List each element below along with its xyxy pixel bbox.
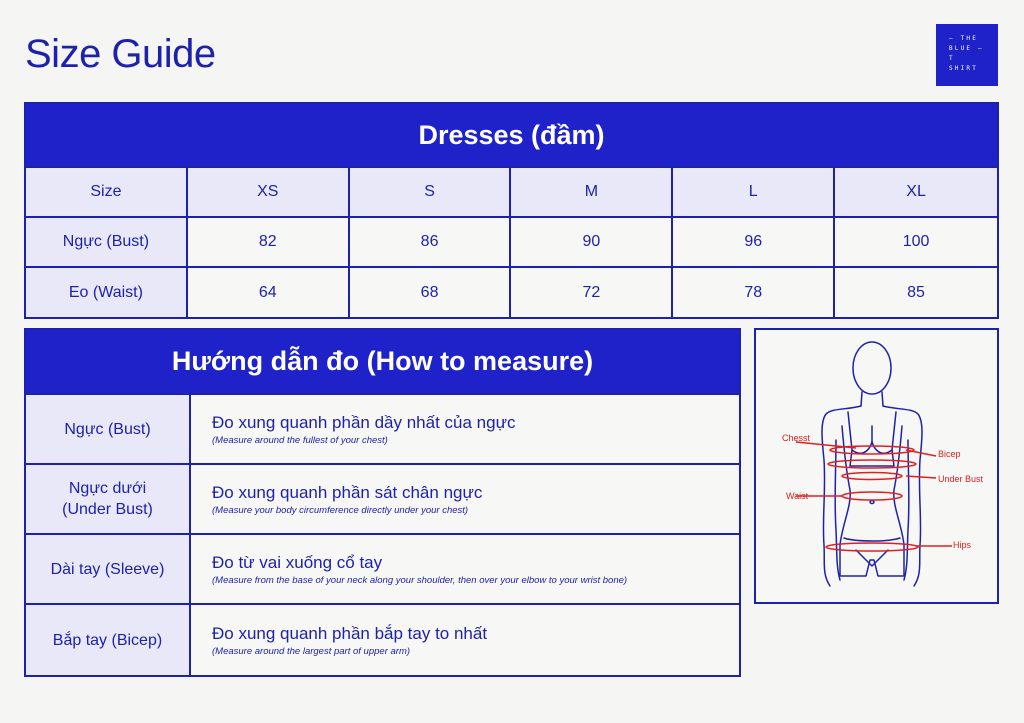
header-cell: XL <box>835 168 997 216</box>
table-cell: 86 <box>350 218 512 266</box>
brand-logo <box>936 24 998 86</box>
table-cell: 78 <box>673 268 835 317</box>
table-cell: 100 <box>835 218 997 266</box>
measure-label: Ngực dưới (Under Bust) <box>26 465 191 533</box>
measure-row <box>26 535 739 605</box>
header-cell: XS <box>188 168 350 216</box>
hips-label: Hips <box>953 540 972 550</box>
logo-line: T <box>949 55 955 62</box>
size-table-heading: Dresses (đầm) <box>26 104 997 168</box>
measure-instruction: Đo từ vai xuống cổ tay <box>212 552 383 572</box>
table-cell: 90 <box>511 218 673 266</box>
under-bust-label: Under Bust <box>938 474 984 484</box>
measure-instruction: Đo xung quanh phần dầy nhất của ngực <box>212 412 516 432</box>
header-cell: S <box>350 168 512 216</box>
bicep-label: Bicep <box>938 449 961 459</box>
table-cell: 68 <box>350 268 512 317</box>
measure-instruction-en: (Measure from the base of your neck along your shoulder, then over your elbow to your wrist bone) <box>212 574 628 586</box>
table-row <box>26 218 997 268</box>
page-title: Size Guide <box>25 32 216 76</box>
measure-label: Bắp tay (Bicep) <box>26 605 191 675</box>
measure-label: Dài tay (Sleeve) <box>26 535 191 603</box>
measure-instruction-en: (Measure around the largest part of upper arm) <box>212 645 411 657</box>
table-cell: 72 <box>511 268 673 317</box>
row-label: Eo (Waist) <box>26 268 188 317</box>
header-cell: M <box>511 168 673 216</box>
measure-instruction-en: (Measure around the fullest of your chest) <box>212 434 388 446</box>
measure-row <box>26 465 739 535</box>
size-table-header-row <box>26 168 997 218</box>
measure-row <box>26 395 739 465</box>
table-cell: 85 <box>835 268 997 317</box>
measure-description <box>191 535 739 603</box>
measure-description <box>191 395 739 463</box>
logo-line: SHIRT <box>949 65 979 72</box>
measure-instruction: Đo xung quanh phần sát chân ngực <box>212 482 483 502</box>
waist-label: Waist <box>786 491 809 501</box>
logo-line: BLUE – <box>949 45 984 52</box>
body-outline-illustration <box>756 330 997 602</box>
size-table <box>24 102 999 319</box>
measure-table <box>24 328 741 677</box>
table-cell: 96 <box>673 218 835 266</box>
measurement-figure <box>754 328 999 604</box>
row-label: Ngực (Bust) <box>26 218 188 266</box>
header-cell: Size <box>26 168 188 216</box>
measure-description <box>191 465 739 533</box>
measure-row <box>26 605 739 675</box>
logo-line: — THE <box>949 35 979 42</box>
table-row <box>26 268 997 317</box>
chest-label: Chesst <box>782 433 811 443</box>
measure-description <box>191 605 739 675</box>
table-cell: 64 <box>188 268 350 317</box>
measure-instruction: Đo xung quanh phần bắp tay to nhất <box>212 623 488 643</box>
measure-table-heading: Hướng dẫn đo (How to measure) <box>26 330 739 395</box>
header-cell: L <box>673 168 835 216</box>
table-cell: 82 <box>188 218 350 266</box>
measure-label: Ngực (Bust) <box>26 395 191 463</box>
measure-instruction-en: (Measure your body circumference directly under your chest) <box>212 504 469 516</box>
